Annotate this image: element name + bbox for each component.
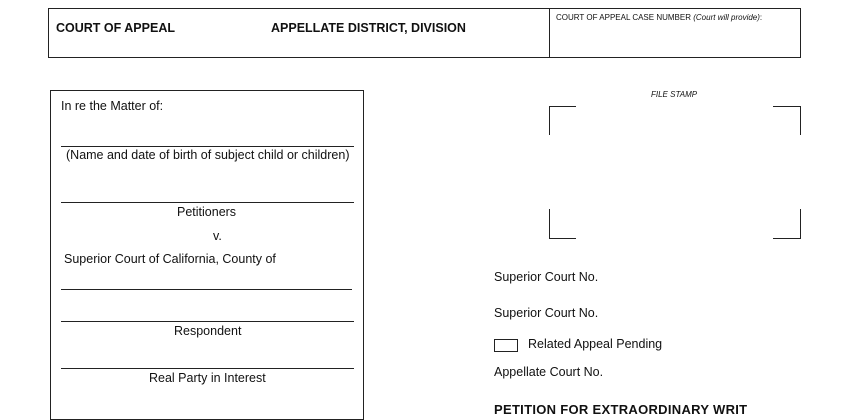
- real-party-label: Real Party in Interest: [149, 371, 266, 385]
- in-re-label: In re the Matter of:: [61, 99, 164, 113]
- petitioners-field[interactable]: [61, 202, 354, 203]
- related-appeal-checkbox[interactable]: [494, 339, 518, 352]
- related-appeal-label: Related Appeal Pending: [528, 337, 663, 351]
- respondent-label: Respondent: [174, 324, 242, 338]
- header-divider: [549, 8, 550, 58]
- court-of-appeal-label: COURT OF APPEAL: [56, 21, 175, 35]
- county-field[interactable]: [61, 289, 352, 290]
- case-number-label: COURT OF APPEAL CASE NUMBER (Court will provide):: [556, 13, 763, 22]
- respondent-field[interactable]: [61, 321, 354, 322]
- case-number-field[interactable]: [552, 24, 798, 54]
- superior-court-no-label-2: Superior Court No.: [494, 306, 599, 320]
- appellate-district-label: APPELLATE DISTRICT, DIVISION: [271, 21, 466, 35]
- subject-child-field[interactable]: [61, 146, 354, 147]
- child-note-label: (Name and date of birth of subject child or children): [66, 148, 350, 162]
- appellate-court-no-label: Appellate Court No.: [494, 365, 604, 379]
- petitioners-label: Petitioners: [177, 205, 237, 219]
- real-party-field[interactable]: [61, 368, 354, 369]
- petition-title: PETITION FOR EXTRAORDINARY WRIT: [494, 402, 748, 417]
- file-stamp-label: FILE STAMP: [651, 90, 698, 99]
- superior-court-county-label: Superior Court of California, County of: [64, 252, 276, 266]
- superior-court-no-label-1: Superior Court No.: [494, 270, 599, 284]
- file-stamp-area[interactable]: [551, 108, 799, 237]
- versus-label: v.: [213, 229, 222, 243]
